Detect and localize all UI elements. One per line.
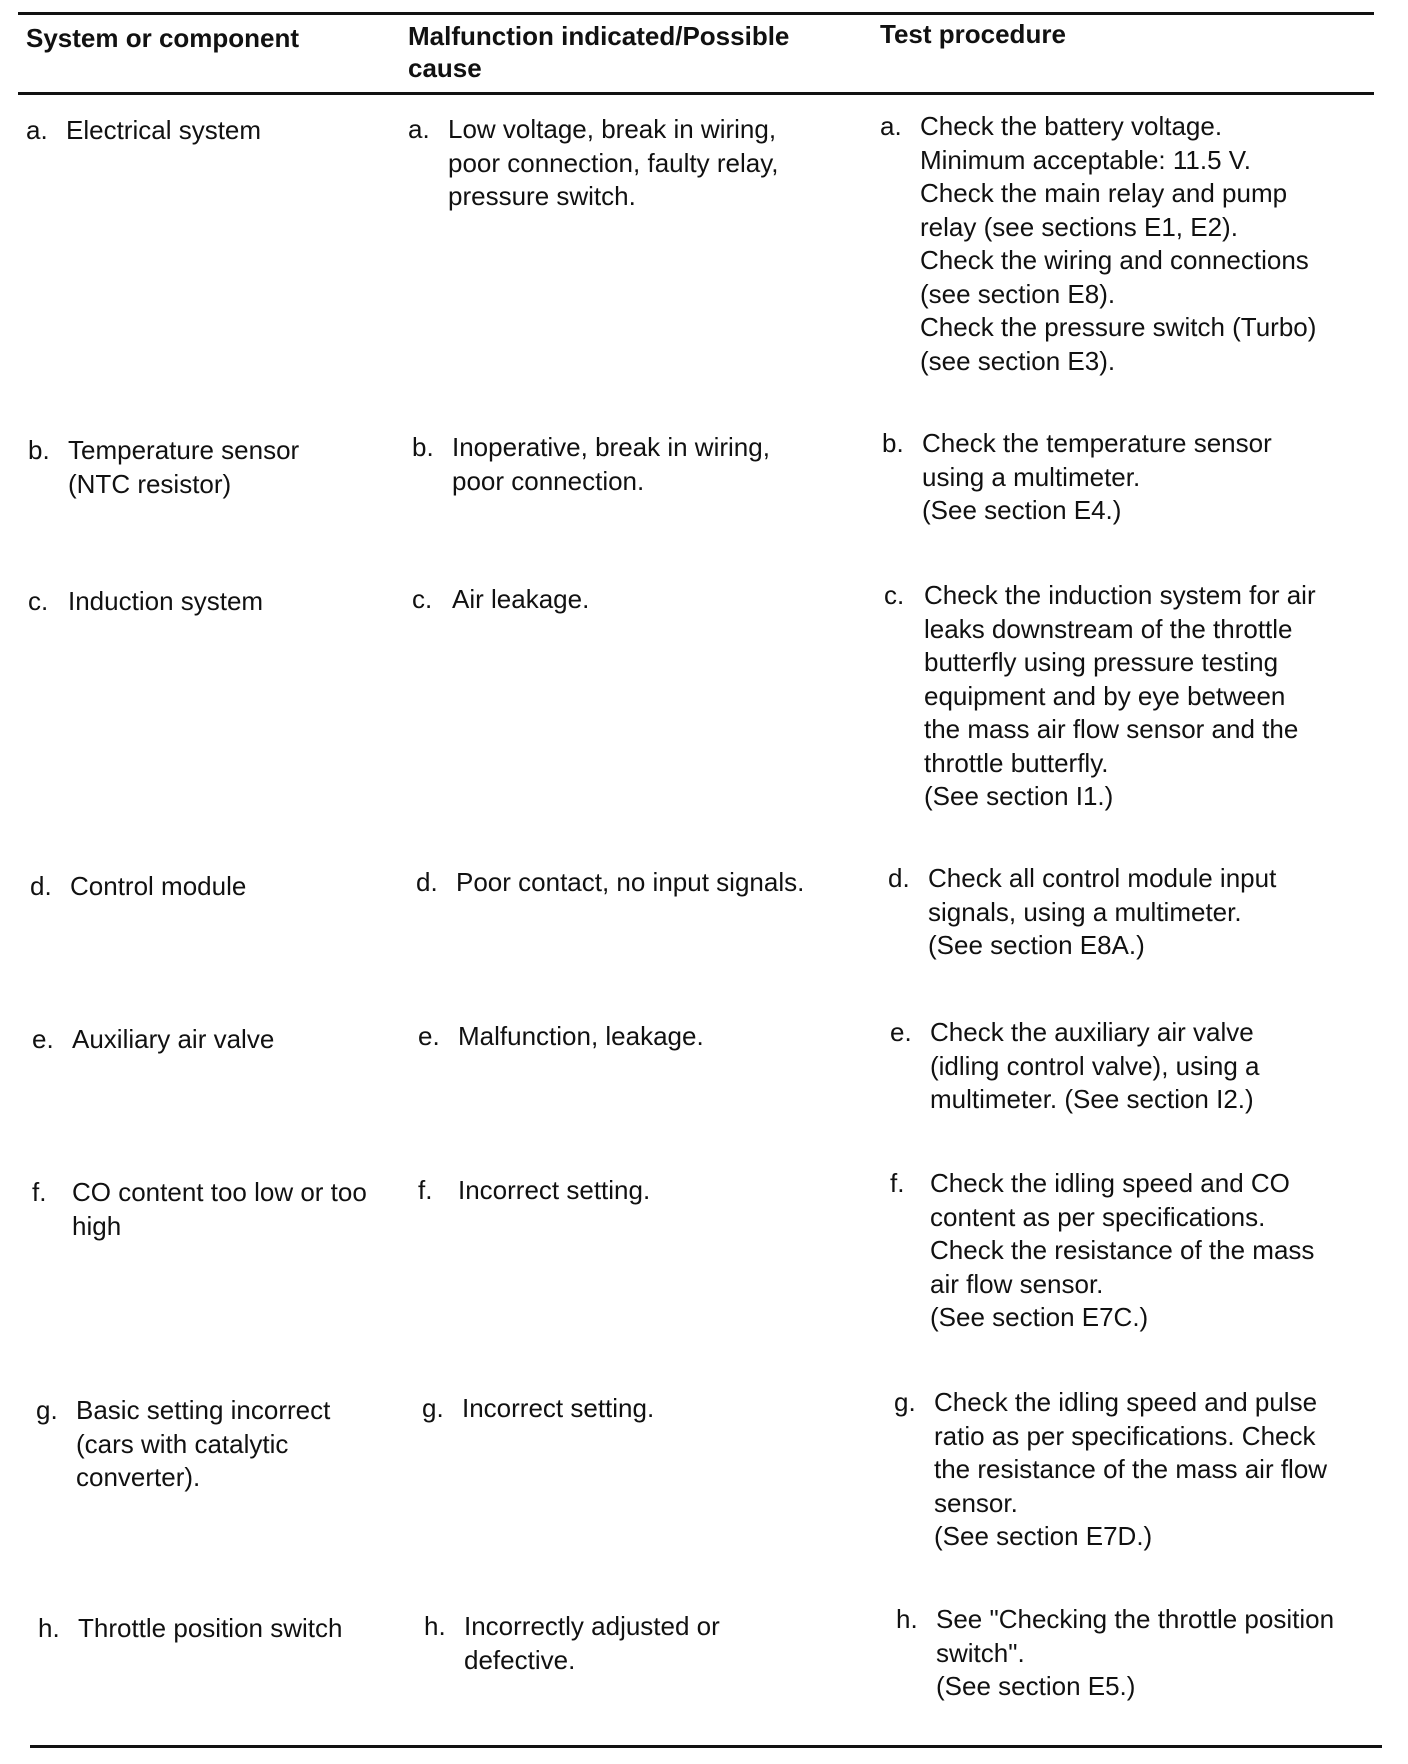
header-system-or-component: System or component — [26, 23, 300, 53]
row-a-system-text: Electrical system — [66, 115, 262, 145]
row-d-test-letter: d. — [888, 863, 910, 893]
row-a-test — [880, 110, 1380, 378]
row-d-malfunction-text: Poor contact, no input signals. — [456, 867, 805, 897]
row-f-malfunction — [418, 1174, 868, 1208]
row-b-system — [28, 434, 408, 501]
row-e-test-letter: e. — [890, 1017, 912, 1047]
row-g-test — [894, 1386, 1394, 1554]
row-h-malfunction — [424, 1610, 874, 1677]
row-b-test — [882, 427, 1382, 528]
row-e-test — [890, 1016, 1390, 1117]
row-g-system — [36, 1394, 416, 1495]
header-test-procedure: Test procedure — [880, 19, 1066, 49]
row-f-malfunction-letter: f. — [418, 1175, 433, 1205]
row-h-malfunction-letter: h. — [424, 1611, 446, 1641]
row-h-system-text: Throttle position switch — [78, 1613, 343, 1643]
row-e-letter: e. — [32, 1024, 54, 1054]
row-a-malfunction-text: Low voltage, break in wiring, poor connection, faulty relay, pressure switch. — [448, 114, 779, 211]
row-d-system-text: Control module — [70, 871, 247, 901]
row-a-test-letter: a. — [880, 111, 902, 141]
table-bottom-rule — [30, 1745, 1382, 1748]
row-a-malfunction — [408, 113, 858, 214]
row-f-system — [32, 1176, 412, 1243]
row-f-letter: f. — [32, 1177, 47, 1207]
row-c-system-text: Induction system — [68, 586, 264, 616]
row-c-letter: c. — [28, 586, 49, 616]
header-rule — [18, 92, 1374, 95]
row-d-test — [888, 862, 1388, 963]
row-d-system — [30, 870, 410, 904]
row-g-system-text: Basic setting incorrect (cars with catalytic converter). — [76, 1395, 331, 1492]
row-b-malfunction-letter: b. — [412, 432, 434, 462]
row-f-system-text: CO content too low or too high — [72, 1177, 367, 1241]
row-b-malfunction-text: Inoperative, break in wiring, poor connection. — [452, 432, 770, 496]
row-c-test-letter: c. — [884, 580, 905, 610]
row-a-letter: a. — [26, 115, 48, 145]
row-f-test-letter: f. — [890, 1168, 905, 1198]
row-c-test-text: Check the induction system for air leaks downstream of the throttle butterfly using pressure testing equipment and by eye between the mass air flow sensor and the throttle butterfly. (See section I1.) — [924, 580, 1316, 811]
row-e-malfunction-text: Malfunction, leakage. — [458, 1021, 704, 1051]
table-top-rule — [18, 12, 1374, 15]
row-c-malfunction-text: Air leakage. — [452, 584, 590, 614]
row-h-system — [38, 1612, 418, 1646]
row-a-malfunction-letter: a. — [408, 114, 430, 144]
row-h-test-letter: h. — [896, 1604, 918, 1634]
row-b-letter: b. — [28, 435, 50, 465]
row-b-system-text: Temperature sensor (NTC resistor) — [68, 435, 300, 499]
row-e-malfunction — [418, 1020, 868, 1054]
row-f-test — [890, 1167, 1390, 1335]
row-g-malfunction-text: Incorrect setting. — [462, 1393, 655, 1423]
row-d-test-text: Check all control module input signals, using a multimeter. (See section E8A.) — [928, 863, 1277, 960]
row-d-letter: d. — [30, 871, 52, 901]
row-e-system-text: Auxiliary air valve — [72, 1024, 275, 1054]
row-h-malfunction-text: Incorrectly adjusted or defective. — [464, 1611, 720, 1675]
row-c-system — [28, 585, 408, 619]
row-b-test-letter: b. — [882, 428, 904, 458]
row-f-test-text: Check the idling speed and CO content as per specifications. Check the resistance of the mass air flow sensor. (See section E7C.) — [930, 1168, 1315, 1332]
row-f-malfunction-text: Incorrect setting. — [458, 1175, 651, 1205]
row-g-letter: g. — [36, 1395, 58, 1425]
row-a-test-text: Check the battery voltage. Minimum acceptable: 11.5 V. Check the main relay and pump relay (see sections E1, E2). Check the wiring and connections (see section E8). Check the pressure switch (Turbo) (see section E3). — [920, 111, 1317, 376]
row-h-test-text: See "Checking the throttle position switch". (See section E5.) — [936, 1604, 1335, 1701]
row-d-malfunction-letter: d. — [416, 867, 438, 897]
row-b-test-text: Check the temperature sensor using a multimeter. (See section E4.) — [922, 428, 1272, 525]
row-e-test-text: Check the auxiliary air valve (idling control valve), using a multimeter. (See section I2.) — [930, 1017, 1260, 1114]
row-g-malfunction — [422, 1392, 872, 1426]
row-a-system — [26, 114, 406, 148]
row-c-test — [884, 579, 1384, 814]
row-g-test-letter: g. — [894, 1387, 916, 1417]
row-e-malfunction-letter: e. — [418, 1021, 440, 1051]
row-b-malfunction — [412, 431, 862, 498]
row-d-malfunction — [416, 866, 866, 900]
row-g-test-text: Check the idling speed and pulse ratio as per specifications. Check the resistance of the mass air flow sensor. (See section E7D.) — [934, 1387, 1328, 1551]
header-malfunction: Malfunction indicated/Possible cause — [408, 21, 790, 83]
row-h-letter: h. — [38, 1613, 60, 1643]
row-c-malfunction-letter: c. — [412, 584, 433, 614]
row-h-test — [896, 1603, 1396, 1704]
row-g-malfunction-letter: g. — [422, 1393, 444, 1423]
row-c-malfunction — [412, 583, 862, 617]
row-e-system — [32, 1023, 412, 1057]
